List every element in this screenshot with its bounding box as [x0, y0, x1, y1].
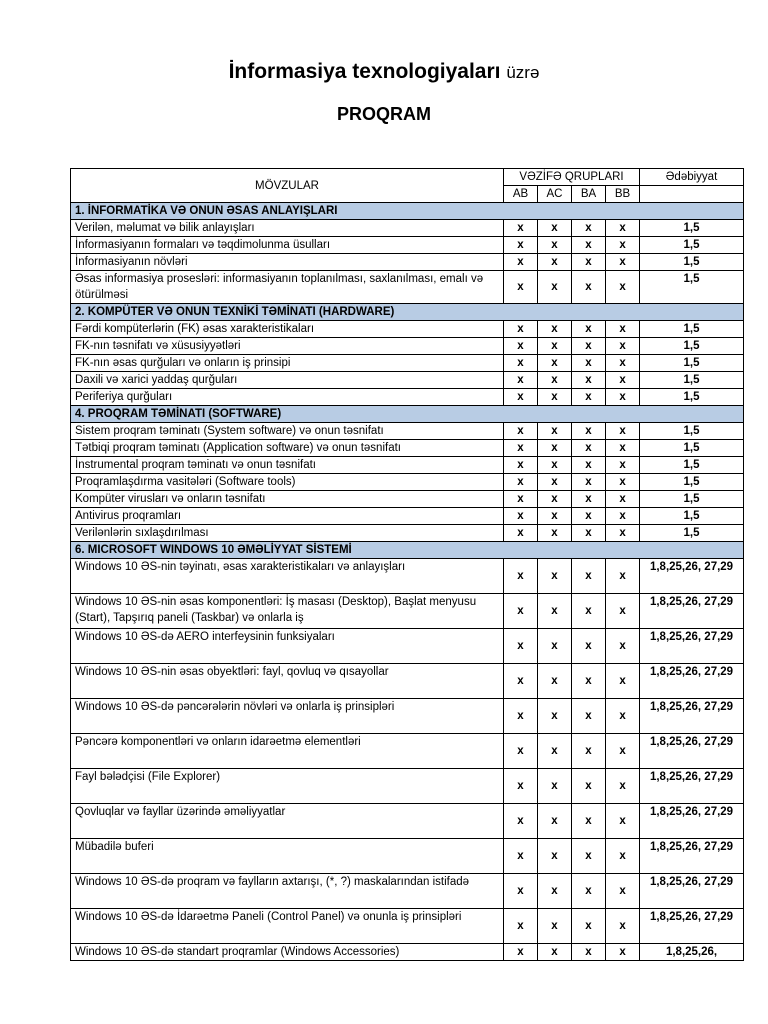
- topic-cell: Tətbiqi proqram təminatı (Application software) və onun təsnifatı: [71, 440, 504, 457]
- literature-cell: 1,8,25,26, 27,29: [640, 839, 744, 874]
- group-mark-cell: x: [606, 629, 640, 664]
- group-mark-cell: x: [538, 839, 572, 874]
- group-mark-cell: x: [538, 237, 572, 254]
- section-title: 4. PROQRAM TƏMİNATI (SOFTWARE): [71, 406, 744, 423]
- literature-cell: 1,8,25,26, 27,29: [640, 804, 744, 839]
- literature-cell: 1,8,25,26, 27,29: [640, 909, 744, 944]
- topic-cell: Verilən, məlumat və bilik anlayışları: [71, 220, 504, 237]
- group-mark-cell: x: [504, 372, 538, 389]
- group-mark-cell: x: [504, 629, 538, 664]
- header-topics: MÖVZULAR: [71, 169, 504, 203]
- topic-cell: Windows 10 ƏS-də İdarəetmə Paneli (Control Panel) və onunla iş prinsipləri: [71, 909, 504, 944]
- topic-cell: FK-nın təsnifatı və xüsusiyyətləri: [71, 338, 504, 355]
- topic-cell: Sistem proqram təminatı (System software) və onun təsnifatı: [71, 423, 504, 440]
- group-mark-cell: x: [572, 355, 606, 372]
- literature-cell: 1,5: [640, 508, 744, 525]
- topic-cell: İnstrumental proqram təminatı və onun təsnifatı: [71, 457, 504, 474]
- group-mark-cell: x: [606, 769, 640, 804]
- group-mark-cell: x: [504, 440, 538, 457]
- group-mark-cell: x: [606, 944, 640, 961]
- topic-cell: Windows 10 ƏS-də AERO interfeysinin funksiyaları: [71, 629, 504, 664]
- group-mark-cell: x: [606, 457, 640, 474]
- group-mark-cell: x: [504, 457, 538, 474]
- group-mark-cell: x: [538, 734, 572, 769]
- group-mark-cell: x: [572, 525, 606, 542]
- table-row: [71, 389, 744, 406]
- section-title: 6. MICROSOFT WINDOWS 10 ƏMƏLİYYAT SİSTEMİ: [71, 542, 744, 559]
- group-mark-cell: x: [572, 372, 606, 389]
- group-mark-cell: x: [504, 909, 538, 944]
- literature-cell: 1,5: [640, 321, 744, 338]
- literature-cell: 1,5: [640, 237, 744, 254]
- topic-cell: Windows 10 ƏS-də standart proqramlar (Windows Accessories): [71, 944, 504, 961]
- group-mark-cell: x: [572, 804, 606, 839]
- table-row: [71, 474, 744, 491]
- table-row: [71, 237, 744, 254]
- group-mark-cell: x: [538, 594, 572, 629]
- group-mark-cell: x: [538, 525, 572, 542]
- literature-cell: 1,5: [640, 271, 744, 304]
- topic-cell: Fayl bələdçisi (File Explorer): [71, 769, 504, 804]
- table-row: [71, 271, 744, 304]
- literature-cell: 1,5: [640, 457, 744, 474]
- program-table: [70, 168, 744, 961]
- group-mark-cell: x: [504, 254, 538, 271]
- group-mark-cell: x: [572, 321, 606, 338]
- group-mark-cell: x: [606, 423, 640, 440]
- topic-cell: İnformasiyanın formaları və təqdimolunma üsulları: [71, 237, 504, 254]
- group-mark-cell: x: [538, 355, 572, 372]
- group-mark-cell: x: [572, 944, 606, 961]
- group-mark-cell: x: [538, 457, 572, 474]
- group-mark-cell: x: [606, 491, 640, 508]
- table-row: [71, 734, 744, 769]
- table-row: [71, 355, 744, 372]
- table-body: [71, 203, 744, 961]
- group-mark-cell: x: [572, 423, 606, 440]
- table-row: [71, 664, 744, 699]
- group-mark-cell: x: [606, 355, 640, 372]
- table-row: [71, 254, 744, 271]
- group-mark-cell: x: [606, 559, 640, 594]
- table-row: [71, 594, 744, 629]
- group-mark-cell: x: [572, 508, 606, 525]
- group-mark-cell: x: [572, 254, 606, 271]
- table-row: [71, 440, 744, 457]
- group-mark-cell: x: [504, 355, 538, 372]
- group-mark-cell: x: [606, 338, 640, 355]
- group-mark-cell: x: [606, 909, 640, 944]
- section-title: 2. KOMPÜTER VƏ ONUN TEXNİKİ TƏMİNATI (HARDWARE): [71, 304, 744, 321]
- literature-cell: 1,8,25,26, 27,29: [640, 559, 744, 594]
- literature-cell: 1,5: [640, 355, 744, 372]
- group-mark-cell: x: [504, 525, 538, 542]
- group-mark-cell: x: [538, 874, 572, 909]
- group-mark-cell: x: [504, 734, 538, 769]
- literature-cell: 1,5: [640, 525, 744, 542]
- literature-cell: 1,8,25,26, 27,29: [640, 664, 744, 699]
- group-mark-cell: x: [572, 839, 606, 874]
- group-mark-cell: x: [538, 804, 572, 839]
- table-row: [71, 525, 744, 542]
- topic-cell: Mübadilə buferi: [71, 839, 504, 874]
- topic-cell: Əsas informasiya prosesləri: informasiyanın toplanılması, saxlanılması, emalı və ötürülməsi: [71, 271, 504, 304]
- table-row: [71, 559, 744, 594]
- group-mark-cell: x: [538, 271, 572, 304]
- group-mark-cell: x: [504, 699, 538, 734]
- section-header-row: [71, 304, 744, 321]
- literature-cell: 1,5: [640, 372, 744, 389]
- group-mark-cell: x: [538, 423, 572, 440]
- table-row: [71, 839, 744, 874]
- group-mark-cell: x: [606, 372, 640, 389]
- literature-cell: 1,5: [640, 423, 744, 440]
- group-mark-cell: x: [538, 559, 572, 594]
- table-row: [71, 321, 744, 338]
- literature-cell: 1,8,25,26, 27,29: [640, 874, 744, 909]
- group-mark-cell: x: [572, 474, 606, 491]
- group-mark-cell: x: [572, 491, 606, 508]
- group-mark-cell: x: [538, 474, 572, 491]
- header-group-ab: AB: [504, 186, 538, 203]
- group-mark-cell: x: [504, 271, 538, 304]
- group-mark-cell: x: [538, 389, 572, 406]
- literature-cell: 1,8,25,26, 27,29: [640, 594, 744, 629]
- group-mark-cell: x: [572, 440, 606, 457]
- topic-cell: Periferiya qurğuları: [71, 389, 504, 406]
- section-title: 1. İNFORMATİKA VƏ ONUN ƏSAS ANLAYIŞLARI: [71, 203, 744, 220]
- group-mark-cell: x: [606, 734, 640, 769]
- group-mark-cell: x: [538, 254, 572, 271]
- group-mark-cell: x: [606, 874, 640, 909]
- topic-cell: Windows 10 ƏS-də pəncərələrin növləri və onlarla iş prinsipləri: [71, 699, 504, 734]
- topic-cell: Qovluqlar və fayllar üzərində əməliyyatlar: [71, 804, 504, 839]
- table-row: [71, 699, 744, 734]
- group-mark-cell: x: [504, 839, 538, 874]
- literature-cell: 1,5: [640, 389, 744, 406]
- literature-cell: 1,5: [640, 220, 744, 237]
- group-mark-cell: x: [504, 559, 538, 594]
- section-header-row: [71, 203, 744, 220]
- header-group-ba: BA: [572, 186, 606, 203]
- group-mark-cell: x: [606, 220, 640, 237]
- group-mark-cell: x: [606, 271, 640, 304]
- topic-cell: Windows 10 ƏS-nin əsas komponentləri: İş masası (Desktop), Başlat menyusu (Start), Tapşırıq paneli (Taskbar) və onlarla iş: [71, 594, 504, 629]
- header-group-bb: BB: [606, 186, 640, 203]
- group-mark-cell: x: [572, 874, 606, 909]
- group-mark-cell: x: [538, 220, 572, 237]
- title-suffix: üzrə: [506, 63, 540, 82]
- group-mark-cell: x: [504, 321, 538, 338]
- group-mark-cell: x: [572, 629, 606, 664]
- literature-cell: 1,8,25,26,: [640, 944, 744, 961]
- group-mark-cell: x: [572, 909, 606, 944]
- group-mark-cell: x: [572, 237, 606, 254]
- group-mark-cell: x: [572, 457, 606, 474]
- group-mark-cell: x: [504, 237, 538, 254]
- group-mark-cell: x: [572, 594, 606, 629]
- group-mark-cell: x: [504, 338, 538, 355]
- group-mark-cell: x: [606, 664, 640, 699]
- table-row: [71, 338, 744, 355]
- topic-cell: Windows 10 ƏS-nin təyinatı, əsas xarakteristikaları və anlayışları: [71, 559, 504, 594]
- group-mark-cell: x: [538, 508, 572, 525]
- group-mark-cell: x: [606, 525, 640, 542]
- table-row: [71, 220, 744, 237]
- group-mark-cell: x: [538, 338, 572, 355]
- group-mark-cell: x: [606, 508, 640, 525]
- group-mark-cell: x: [572, 271, 606, 304]
- section-header-row: [71, 406, 744, 423]
- group-mark-cell: x: [504, 220, 538, 237]
- topic-cell: Pəncərə komponentləri və onların idarəetmə elementləri: [71, 734, 504, 769]
- table-row: [71, 508, 744, 525]
- page-subtitle: PROQRAM: [337, 104, 431, 124]
- group-mark-cell: x: [572, 664, 606, 699]
- group-mark-cell: x: [504, 944, 538, 961]
- title-main: İnformasiya texnologiyaları: [228, 60, 501, 83]
- group-mark-cell: x: [538, 944, 572, 961]
- group-mark-cell: x: [572, 734, 606, 769]
- group-mark-cell: x: [572, 389, 606, 406]
- topic-cell: Daxili və xarici yaddaş qurğuları: [71, 372, 504, 389]
- topic-cell: Windows 10 ƏS-nin əsas obyektləri: fayl, qovluq və qısayollar: [71, 664, 504, 699]
- group-mark-cell: x: [504, 769, 538, 804]
- table-row: [71, 909, 744, 944]
- group-mark-cell: x: [538, 699, 572, 734]
- page-title: [0, 60, 768, 84]
- group-mark-cell: x: [504, 423, 538, 440]
- group-mark-cell: x: [572, 559, 606, 594]
- table-row: [71, 423, 744, 440]
- group-mark-cell: x: [606, 474, 640, 491]
- group-mark-cell: x: [538, 664, 572, 699]
- group-mark-cell: x: [572, 699, 606, 734]
- header-group-ac: AC: [538, 186, 572, 203]
- group-mark-cell: x: [538, 909, 572, 944]
- header-groups: VƏZİFƏ QRUPLARI: [504, 169, 640, 186]
- group-mark-cell: x: [572, 338, 606, 355]
- table-row: [71, 804, 744, 839]
- group-mark-cell: x: [606, 321, 640, 338]
- group-mark-cell: x: [504, 491, 538, 508]
- literature-cell: 1,5: [640, 440, 744, 457]
- literature-cell: 1,8,25,26, 27,29: [640, 629, 744, 664]
- group-mark-cell: x: [538, 440, 572, 457]
- group-mark-cell: x: [504, 594, 538, 629]
- table-row: [71, 874, 744, 909]
- group-mark-cell: x: [538, 372, 572, 389]
- topic-cell: FK-nın əsas qurğuları və onların iş prinsipi: [71, 355, 504, 372]
- topic-cell: Proqramlaşdırma vasitələri (Software tools): [71, 474, 504, 491]
- literature-cell: 1,5: [640, 254, 744, 271]
- group-mark-cell: x: [504, 389, 538, 406]
- group-mark-cell: x: [538, 629, 572, 664]
- topic-cell: Antivirus proqramları: [71, 508, 504, 525]
- group-mark-cell: x: [504, 664, 538, 699]
- group-mark-cell: x: [606, 237, 640, 254]
- literature-cell: 1,5: [640, 474, 744, 491]
- topic-cell: Fərdi kompüterlərin (FK) əsas xarakteristikaları: [71, 321, 504, 338]
- literature-cell: 1,5: [640, 338, 744, 355]
- group-mark-cell: x: [606, 699, 640, 734]
- group-mark-cell: x: [538, 321, 572, 338]
- topic-cell: Verilənlərin sıxlaşdırılması: [71, 525, 504, 542]
- literature-cell: 1,8,25,26, 27,29: [640, 769, 744, 804]
- table-row: [71, 372, 744, 389]
- group-mark-cell: x: [504, 804, 538, 839]
- group-mark-cell: x: [538, 491, 572, 508]
- group-mark-cell: x: [504, 474, 538, 491]
- group-mark-cell: x: [606, 389, 640, 406]
- table-row: [71, 769, 744, 804]
- group-mark-cell: x: [572, 769, 606, 804]
- group-mark-cell: x: [572, 220, 606, 237]
- header-literature: Ədəbiyyat: [640, 169, 744, 186]
- group-mark-cell: x: [606, 254, 640, 271]
- group-mark-cell: x: [538, 769, 572, 804]
- literature-cell: 1,8,25,26, 27,29: [640, 699, 744, 734]
- literature-cell: 1,8,25,26, 27,29: [640, 734, 744, 769]
- group-mark-cell: x: [606, 839, 640, 874]
- topic-cell: Kompüter virusları və onların təsnifatı: [71, 491, 504, 508]
- table-row: [71, 491, 744, 508]
- section-header-row: [71, 542, 744, 559]
- table-row: [71, 944, 744, 961]
- table-row: [71, 457, 744, 474]
- group-mark-cell: x: [606, 594, 640, 629]
- header-literature-empty: [640, 186, 744, 203]
- table-row: [71, 629, 744, 664]
- group-mark-cell: x: [504, 508, 538, 525]
- topic-cell: Windows 10 ƏS-də proqram və faylların axtarışı, (*, ?) maskalarından istifadə: [71, 874, 504, 909]
- group-mark-cell: x: [504, 874, 538, 909]
- group-mark-cell: x: [606, 440, 640, 457]
- topic-cell: İnformasiyanın növləri: [71, 254, 504, 271]
- group-mark-cell: x: [606, 804, 640, 839]
- literature-cell: 1,5: [640, 491, 744, 508]
